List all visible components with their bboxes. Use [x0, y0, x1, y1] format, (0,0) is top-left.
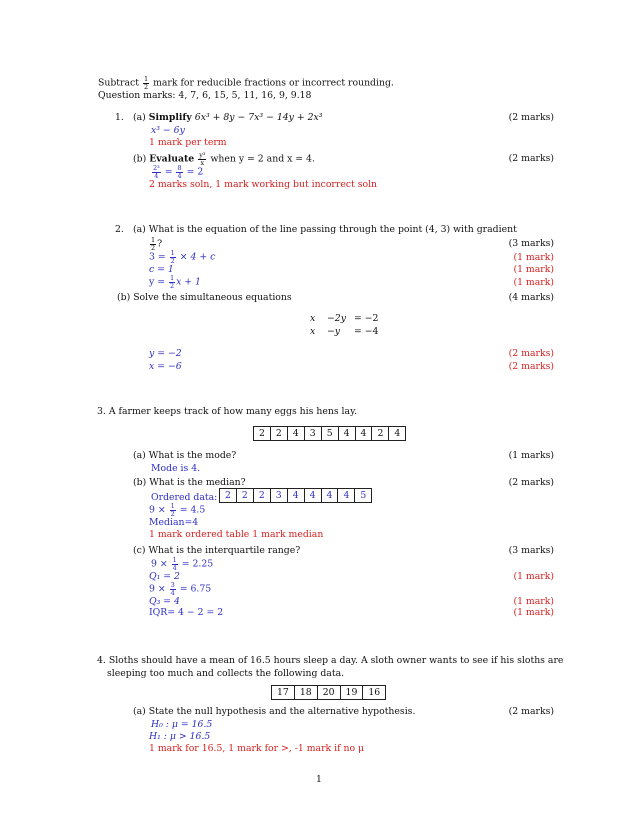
q3b-ordered-table: [219, 488, 372, 503]
q4-line-1: [97, 655, 563, 666]
q3b-text: What is the median?: [149, 477, 246, 488]
q2b-label: (b): [117, 292, 131, 303]
q1a-expression: 6x³ + 8y − 7x³ − 14y + 2x³: [194, 112, 323, 123]
q2a-text: What is the equation of the line passing through the point (4, 3) with gradient: [148, 224, 517, 235]
q1a-line: [133, 112, 323, 123]
header-line-2: Question marks: 4, 7, 6, 15, 5, 11, 16, 9, 9.18: [98, 90, 312, 101]
q3c-line: (c) What is the interquartile range?: [133, 545, 301, 556]
q1-number: 1.: [115, 112, 124, 123]
q2a-step-3-marks: (1 mark): [513, 277, 554, 288]
q2a-marks: (3 marks): [508, 238, 554, 249]
q3b-ordered-label: Ordered data:: [151, 492, 218, 503]
q3-data-cell: 2: [254, 427, 271, 441]
q2a-label: (a): [133, 224, 146, 235]
q4a-line: (a) State the null hypothesis and the alternative hypothesis.: [133, 706, 416, 717]
q2b-marks: (4 marks): [508, 292, 554, 303]
q3c-iqr: IQR= 4 − 2 = 2: [149, 607, 224, 618]
q4a-text: State the null hypothesis and the alternative hypothesis.: [148, 706, 416, 717]
q2a-line-2: $\frac{1}{2}$ ?: [151, 236, 163, 252]
q3-ordered-cell: 5: [355, 489, 372, 503]
header-subtract: Subtract: [98, 77, 139, 89]
q3c-step-1: 9 × $\frac{1}{4}$ = 2.25: [151, 556, 214, 572]
q3a-answer: Mode is 4.: [151, 463, 201, 474]
q3-data-cell: 5: [321, 427, 338, 441]
q1b-marking-note: 2 marks soln, 1 mark working but incorrect soln: [149, 179, 378, 190]
q3c-q3-marks: (1 mark): [513, 596, 554, 607]
q3a-line: (a) What is the mode?: [133, 450, 237, 461]
q4-sleep-data-table: [271, 685, 386, 700]
q3c-marks: (3 marks): [508, 545, 554, 556]
q3a-text: What is the mode?: [148, 450, 237, 461]
q1a-instruction: Simplify: [148, 112, 192, 123]
fraction-half: $\frac{1}{2}$: [143, 75, 149, 91]
q4a-marks: (2 marks): [508, 706, 554, 717]
q2b-text: Solve the simultaneous equations: [133, 292, 292, 303]
q1b-fraction: $\frac{\text{y³}}{x}$: [199, 151, 206, 167]
q3-ordered-cell: 4: [338, 489, 355, 503]
q3b-line: (b) What is the median?: [133, 477, 246, 488]
q2b-y-marks: (2 marks): [508, 348, 554, 359]
q4a-null-hypothesis: H₀ : μ = 16.5: [151, 719, 213, 730]
q4-line-2: sleeping too much and collects the following data.: [107, 668, 345, 679]
q3-ordered-cell: 4: [304, 489, 321, 503]
q2a-step-3: y = $\frac{1}{2}$ x + 1: [149, 274, 201, 290]
q2-number: 2.: [115, 224, 124, 235]
q3b-marks: (2 marks): [508, 477, 554, 488]
q3-data-cell: 2: [372, 427, 389, 441]
q3-data-cell: 4: [389, 427, 406, 441]
q3a-marks: (1 marks): [508, 450, 554, 461]
page-number: 1: [316, 774, 322, 785]
q1b-marks: (2 marks): [508, 153, 554, 164]
q3c-q1-marks: (1 mark): [513, 571, 554, 582]
q4-data-cell: 20: [317, 686, 340, 700]
q1a-marking-note: 1 mark per term: [149, 137, 227, 148]
q3-line: [97, 406, 357, 417]
q2b-y-answer: y = −2: [149, 348, 182, 359]
q4-data-cell: 16: [363, 686, 386, 700]
q2a-step-2: c = 1: [149, 264, 174, 275]
q3-ordered-cell: 2: [236, 489, 253, 503]
q3-egg-data-table: [253, 426, 406, 441]
q3b-step-1: 9 × $\frac{1}{2}$ = 4.5: [149, 502, 206, 518]
q3-data-cell: 4: [287, 427, 304, 441]
q3c-q1: Q₁ = 2: [149, 571, 180, 582]
q4a-marking-note: 1 mark for 16.5, 1 mark for >, -1 mark if no μ: [149, 743, 365, 754]
q3-data-cell: 4: [338, 427, 355, 441]
q4-data-cell: 19: [340, 686, 363, 700]
q1b-label: (b): [133, 153, 147, 165]
q2a-step-2-marks: (1 mark): [513, 264, 554, 275]
q4-data-cell: 17: [272, 686, 295, 700]
q3b-median: Median=4: [149, 517, 199, 528]
q4a-alternative-hypothesis: H₁ : μ > 16.5: [149, 731, 211, 742]
q1a-marks: (2 marks): [508, 112, 554, 123]
q3-data-cell: 4: [355, 427, 372, 441]
q3-ordered-cell: 3: [270, 489, 287, 503]
q3c-text: What is the interquartile range?: [148, 545, 301, 556]
q1a-answer: x³ − 6y: [151, 125, 185, 136]
header-line-1: [98, 76, 394, 90]
q3c-step-3: 9 × $\frac{3}{4}$ = 6.75: [149, 581, 212, 597]
q2a-step-1: 3 = $\frac{1}{2}$ × 4 + c: [149, 249, 216, 265]
q1b-instruction: Evaluate: [149, 153, 195, 165]
q2b-x-answer: x = −6: [149, 361, 182, 372]
q3-data-cell: 3: [304, 427, 321, 441]
q2b-x-marks: (2 marks): [508, 361, 554, 372]
q3-ordered-cell: 4: [287, 489, 304, 503]
q3c-iqr-marks: (1 mark): [513, 607, 554, 618]
q1b-line: [133, 152, 315, 166]
q4-number: 4.: [97, 655, 106, 666]
q3b-marking-note: 1 mark ordered table 1 mark median: [149, 529, 324, 540]
q3-number: 3.: [97, 406, 106, 417]
q3-ordered-cell: 4: [321, 489, 338, 503]
q4-data-cell: 18: [294, 686, 317, 700]
q3-data-cell: 2: [270, 427, 287, 441]
header-rule: mark for reducible fractions or incorrect rounding.: [153, 77, 394, 89]
q3-ordered-cell: 2: [220, 489, 237, 503]
q3c-q3: Q₃ = 4: [149, 596, 180, 607]
q1b-text: when y = 2 and x = 4.: [210, 153, 315, 165]
q1a-label: (a): [133, 112, 146, 123]
q2a-line: [133, 224, 517, 235]
q3-text: A farmer keeps track of how many eggs his hens lay.: [108, 406, 358, 417]
q2a-step-1-marks: (1 mark): [513, 252, 554, 263]
q1b-answer: $\frac{\text{2³}}{4}$ = $\frac{8}{4}$ = 2: [153, 164, 204, 180]
q2b-line: [117, 292, 292, 303]
q3-ordered-cell: 2: [253, 489, 270, 503]
q4-text-1: Sloths should have a mean of 16.5 hours sleep a day. A sloth owner wants to see if his sloths are: [108, 655, 564, 666]
